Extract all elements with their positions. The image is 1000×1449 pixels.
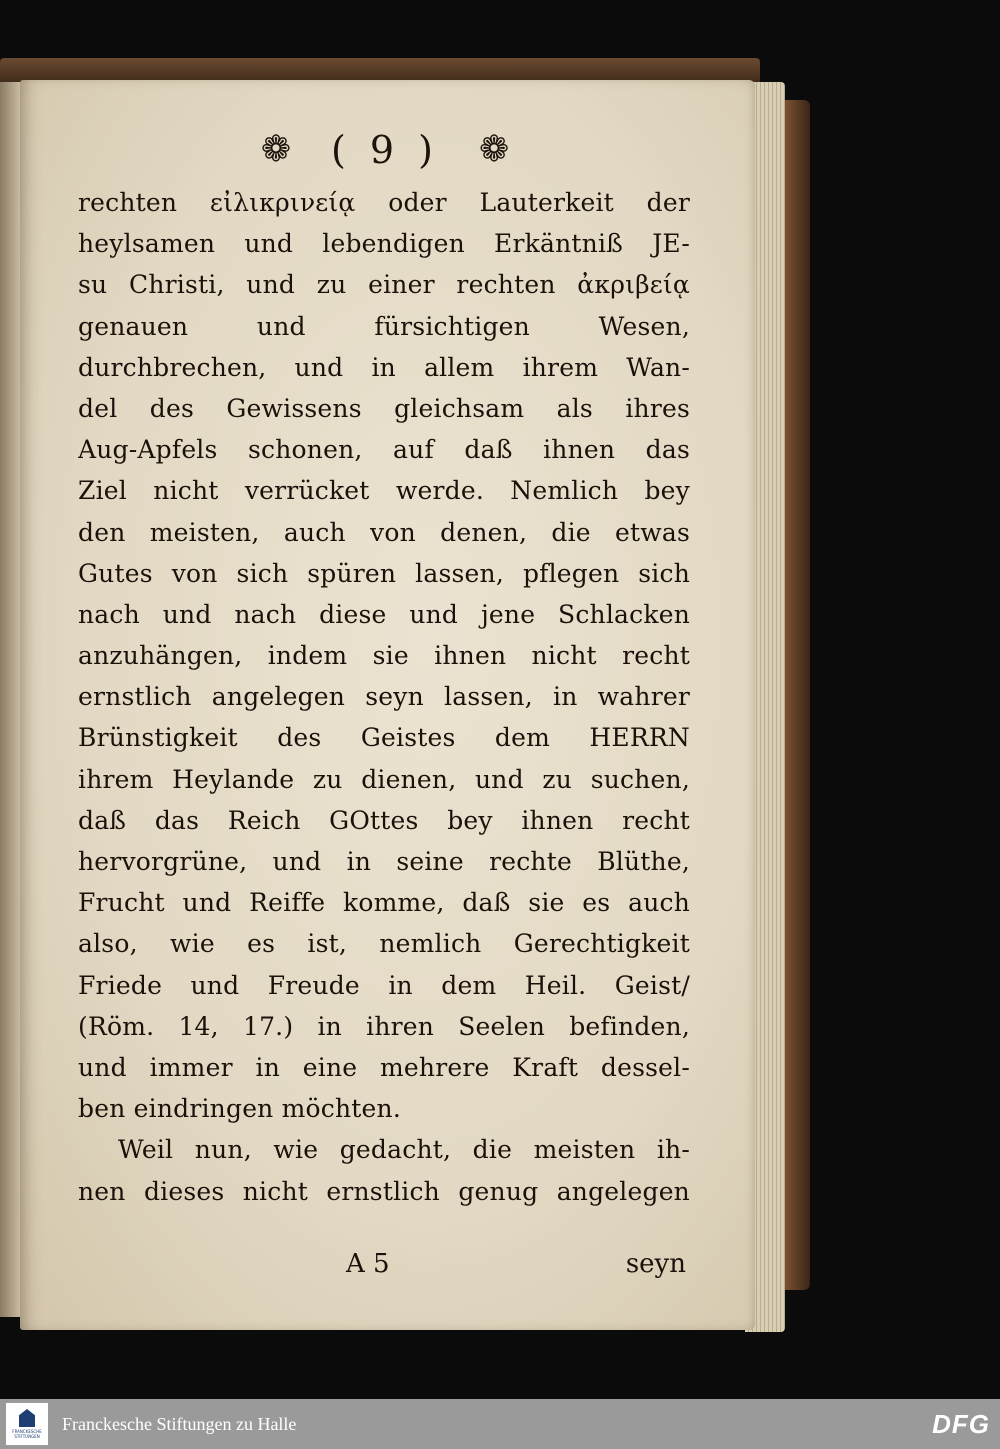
text-line: ben eindringen möchten. — [78, 1094, 401, 1124]
text-line: rechten εἰλικρινείᾳ oder Lauterkeit der — [78, 188, 690, 217]
text-line: ernstlich angelegen seyn lassen, in wahrer — [78, 682, 690, 712]
text-line: del des Gewissens gleichsam als ihres — [78, 393, 690, 423]
text-line: Frucht und Reiffe komme, daß sie es auch — [78, 888, 690, 918]
text-line: (Röm. 14, 17.) in ihren Seelen befinden, — [78, 1011, 690, 1041]
text-line: hervorgrüne, und in seine rechte Blüthe, — [78, 847, 690, 876]
institution-logo[interactable] — [6, 1403, 48, 1445]
book-page — [20, 80, 755, 1330]
footer-bar — [0, 1399, 1000, 1449]
catchword: seyn — [625, 1249, 686, 1279]
dfg-logo[interactable]: DFG — [932, 1409, 990, 1439]
page-catch-line — [78, 1245, 690, 1291]
text-line: genauen und fürsichtigen Wesen, — [78, 311, 690, 341]
signature-mark: A 5 — [346, 1249, 390, 1279]
text-line: anzuhängen, indem sie ihnen nicht recht — [78, 641, 690, 671]
page-header — [80, 120, 690, 180]
text-line: Gutes von sich spüren lassen, pflegen sich — [78, 558, 690, 588]
text-line: su Christi, und zu einer rechten ἀκριβείᾳ — [78, 270, 690, 300]
text-line: daß das Reich GOttes bey ihnen recht — [78, 805, 690, 835]
text-line: Ziel nicht verrücket werde. Nemlich bey — [78, 476, 690, 506]
text-line: den meisten, auch von denen, die etwas — [78, 517, 690, 547]
body-text — [78, 182, 690, 1212]
logo-building-icon — [19, 1409, 35, 1427]
text-line: nach und nach diese und jene Schlacken — [78, 599, 690, 629]
logo-caption: FRANCKESCHE STIFTUNGEN — [12, 1429, 42, 1439]
text-line: heylsamen und lebendigen Erkäntniß JE- — [78, 229, 690, 259]
ornament-left-icon: ❁ — [260, 129, 291, 170]
text-line: und immer in eine mehrere Kraft dessel- — [78, 1052, 690, 1082]
ornament-right-icon: ❁ — [479, 129, 510, 170]
text-line: ihrem Heylande zu dienen, und zu suchen, — [78, 764, 690, 794]
text-line: durchbrechen, und in allem ihrem Wan- — [78, 352, 690, 382]
left-page-edge — [0, 82, 22, 1317]
text-line: Friede und Freude in dem Heil. Geist/ — [78, 970, 690, 1000]
text-line: nen dieses nicht ernstlich genug angelegen — [78, 1176, 690, 1206]
text-line: Weil nun, wie gedacht, die meisten ih- — [118, 1135, 690, 1165]
text-line: Brünstigkeit des Geistes dem HERRN — [78, 723, 690, 753]
text-line: also, wie es ist, nemlich Gerechtigkeit — [78, 929, 690, 959]
page-number: ( 9 ) — [331, 128, 439, 172]
institution-name[interactable]: Franckesche Stiftungen zu Halle — [62, 1413, 297, 1434]
text-line: Aug-Apfels schonen, auf daß ihnen das — [78, 435, 690, 465]
